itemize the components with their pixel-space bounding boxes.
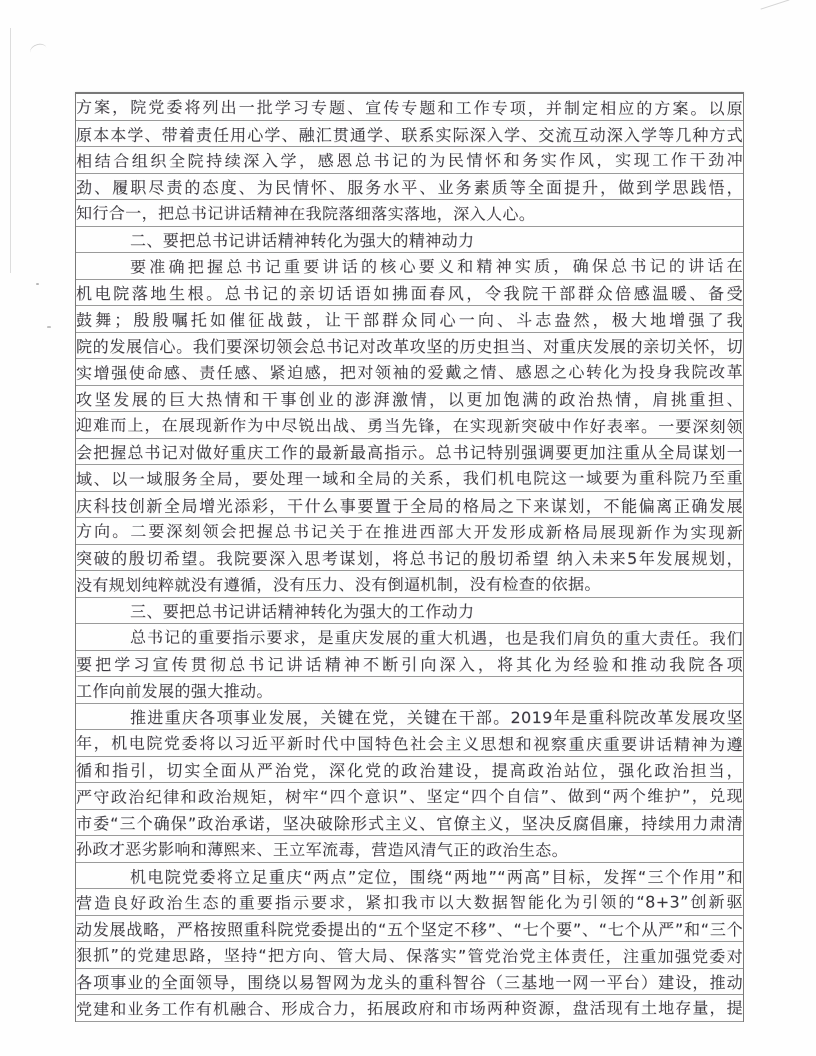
handwritten-text: 会把握总书记对做好重庆工作的最新最高指示。总书记特别强调要更加注重从全局谋划一 <box>76 442 743 462</box>
handwritten-text: 推进重庆各项事业发展，关键在党，关键在干部。2019年是重科院改革发展攻坚 <box>130 707 743 727</box>
handwritten-line <box>76 412 743 439</box>
handwritten-text: 实增强使命感、责任感、紧迫感，把对领袖的爱戴之情、感恩之心转化为投身我院改革 <box>75 362 744 383</box>
handwritten-line <box>76 333 743 360</box>
handwritten-text: 严守政治纪律和政治规矩，树牢“四个意识”、坚定“四个自信”、做到“两个维护”，兑现 <box>75 786 744 807</box>
handwritten-line <box>76 174 743 201</box>
handwritten-text: 二、要把总书记讲话精神转化为强大的精神动力 <box>130 230 475 250</box>
handwritten-line <box>76 889 743 916</box>
handwritten-line <box>76 942 743 969</box>
handwritten-line <box>76 465 743 492</box>
handwritten-line <box>76 783 743 810</box>
handwritten-line <box>76 386 743 413</box>
handwriting-lines <box>76 94 743 1022</box>
scan-artifact-arc-mark <box>28 42 48 60</box>
handwritten-text: 机电院落地生根。总书记的亲切话语如拂面春风，令我院干部群众倍感温暖、备受 <box>76 283 743 303</box>
handwritten-line <box>76 147 743 174</box>
handwritten-line <box>76 704 743 731</box>
handwritten-text: 要准确把握总书记重要讲话的核心要义和精神实质，确保总书记的讲话在 <box>129 256 744 277</box>
handwritten-text: 域、以一域服务全局，要处理一域和全局的关系，我们机电院这一域要为重科院乃至重 <box>75 468 744 489</box>
handwritten-text: 机电院党委将立足重庆“两点”定位，围绕“两地”“两高”目标，发挥“三个作用”和 <box>130 867 743 887</box>
handwritten-text: 方案，院党委将列出一批学习专题、宣传专题和工作专项，并制定相应的方案。以原 <box>75 97 744 119</box>
handwritten-line <box>76 730 743 757</box>
handwritten-text: 市委“三个确保”政治承诺，坚决破除形式主义、官僚主义，坚决反腐倡廉，持续用力肃清 <box>76 813 743 833</box>
handwritten-text: 没有规划纯粹就没有遵循，没有压力、没有倒逼机制，没有检查的依据。 <box>75 574 601 595</box>
scan-artifact-corner-tick <box>761 0 790 10</box>
handwritten-line <box>76 545 743 572</box>
handwritten-text: 知行合一，把总书记讲话精神在我院落细落实落地，深入人心。 <box>75 203 536 224</box>
handwritten-text: 循和指引，切实全面从严治党，深化党的政治建设，提高政治站位，强化政治担当， <box>76 760 743 780</box>
handwritten-line <box>76 916 743 943</box>
handwritten-text: 突破的殷切希望。我院要深入思考谋划，将总书记的殷切希望 纳入未来5年发展规划， <box>76 548 743 568</box>
scan-artifact-speck <box>47 326 51 328</box>
handwritten-text: 要把学习宣传贯彻总书记讲话精神不断引向深入，将其化为经验和推动我院各项 <box>76 654 743 674</box>
handwritten-line <box>76 253 743 280</box>
handwritten-text: 鼓舞；殷殷嘱托如催征战鼓，让干部群众同心一向、斗志盎然，极大地增强了我 <box>76 310 743 330</box>
handwritten-line <box>76 121 743 148</box>
handwritten-text: 原本本学、带着责任用心学、融汇贯通学、联系实际深入学、交流互动深入学等几种方式 <box>76 125 743 145</box>
handwritten-line <box>76 863 743 890</box>
handwritten-text: 工作向前发展的强大推动。 <box>76 681 273 701</box>
handwritten-line <box>76 439 743 466</box>
handwritten-text: 各项事业的全面领导，围绕以易智网为龙头的重科智谷（三基地一网一平台）建设，推动 <box>76 972 743 992</box>
handwritten-text: 劲、履职尽责的态度、为民情怀、服务水平、业务素质等全面提升，做到学思践悟， <box>76 177 743 197</box>
handwritten-line <box>76 306 743 333</box>
handwritten-line <box>76 836 743 863</box>
handwritten-line <box>76 810 743 837</box>
handwritten-text: 方向。二要深刻领会把握总书记关于在推进西部大开发形成新格局展现新作为实现新 <box>75 521 744 543</box>
handwritten-line <box>76 571 743 598</box>
ruled-paper <box>75 92 744 1022</box>
handwritten-line <box>76 94 743 121</box>
handwritten-line <box>76 359 743 386</box>
handwritten-line <box>76 200 743 227</box>
handwritten-line <box>76 492 743 519</box>
handwritten-text: 孙政才恶劣影响和薄熙来、王立军流毒，营造风清气正的政治生态。 <box>75 839 569 860</box>
handwritten-text: 迎难而上，在展现新作为中尽锐出战、勇当先锋，在实现新突破中作好表率。一要深刻领 <box>75 415 744 437</box>
handwritten-text: 狠抓”的党建思路，坚持“把方向、管大局、保落实”管党治党主体责任，注重加强党委对 <box>75 945 744 967</box>
handwritten-line <box>76 969 743 996</box>
scan-artifact-speck <box>36 283 39 285</box>
handwritten-text: 相结合组织全院持续深入学，感恩总书记的为民情怀和务实作风，实现工作干劲冲 <box>75 150 744 171</box>
handwritten-line <box>76 227 743 254</box>
handwritten-line <box>76 995 743 1022</box>
handwritten-text: 总书记的重要指示要求，是重庆发展的重大机遇，也是我们肩负的重大责任。我们 <box>129 627 744 649</box>
scan-artifact-edge-line <box>10 28 11 273</box>
handwritten-text: 三、要把总书记讲话精神转化为强大的工作动力 <box>130 601 475 621</box>
handwritten-text: 院的发展信心。我们要深切领会总书记对改革攻坚的历史担当、对重庆发展的亲切关怀，切 <box>76 336 743 356</box>
handwritten-text: 营造良好政治生态的重要指示要求，紧扣我市以大数据智能化为引领的“8+3”创新驱 <box>75 892 744 913</box>
handwritten-line <box>76 598 743 625</box>
handwritten-line <box>76 651 743 678</box>
handwritten-text: 党建和业务工作有机融合、形成合力，拓展政府和市场两种资源，盘活现有土地存量，提 <box>75 998 744 1019</box>
handwritten-line <box>76 677 743 704</box>
handwritten-text: 年，机电院党委将以习近平新时代中国特色社会主义思想和视察重庆重要讲话精神为遵 <box>75 733 744 755</box>
handwritten-text: 攻坚发展的巨大热情和干事创业的澎湃激情，以更加饱满的政治热情，肩挑重担、 <box>76 389 743 409</box>
handwritten-line <box>76 757 743 784</box>
handwritten-line <box>76 280 743 307</box>
handwritten-line <box>76 624 743 651</box>
handwritten-line <box>76 518 743 545</box>
handwritten-text: 动发展战略，严格按照重科院党委提出的“五个坚定不移”、“七个要”、“七个从严”和“三个 <box>76 919 743 939</box>
handwritten-text: 庆科技创新全局增光添彩，干什么事要置于全局的格局之下来谋划，不能偏离正确发展 <box>76 496 743 516</box>
